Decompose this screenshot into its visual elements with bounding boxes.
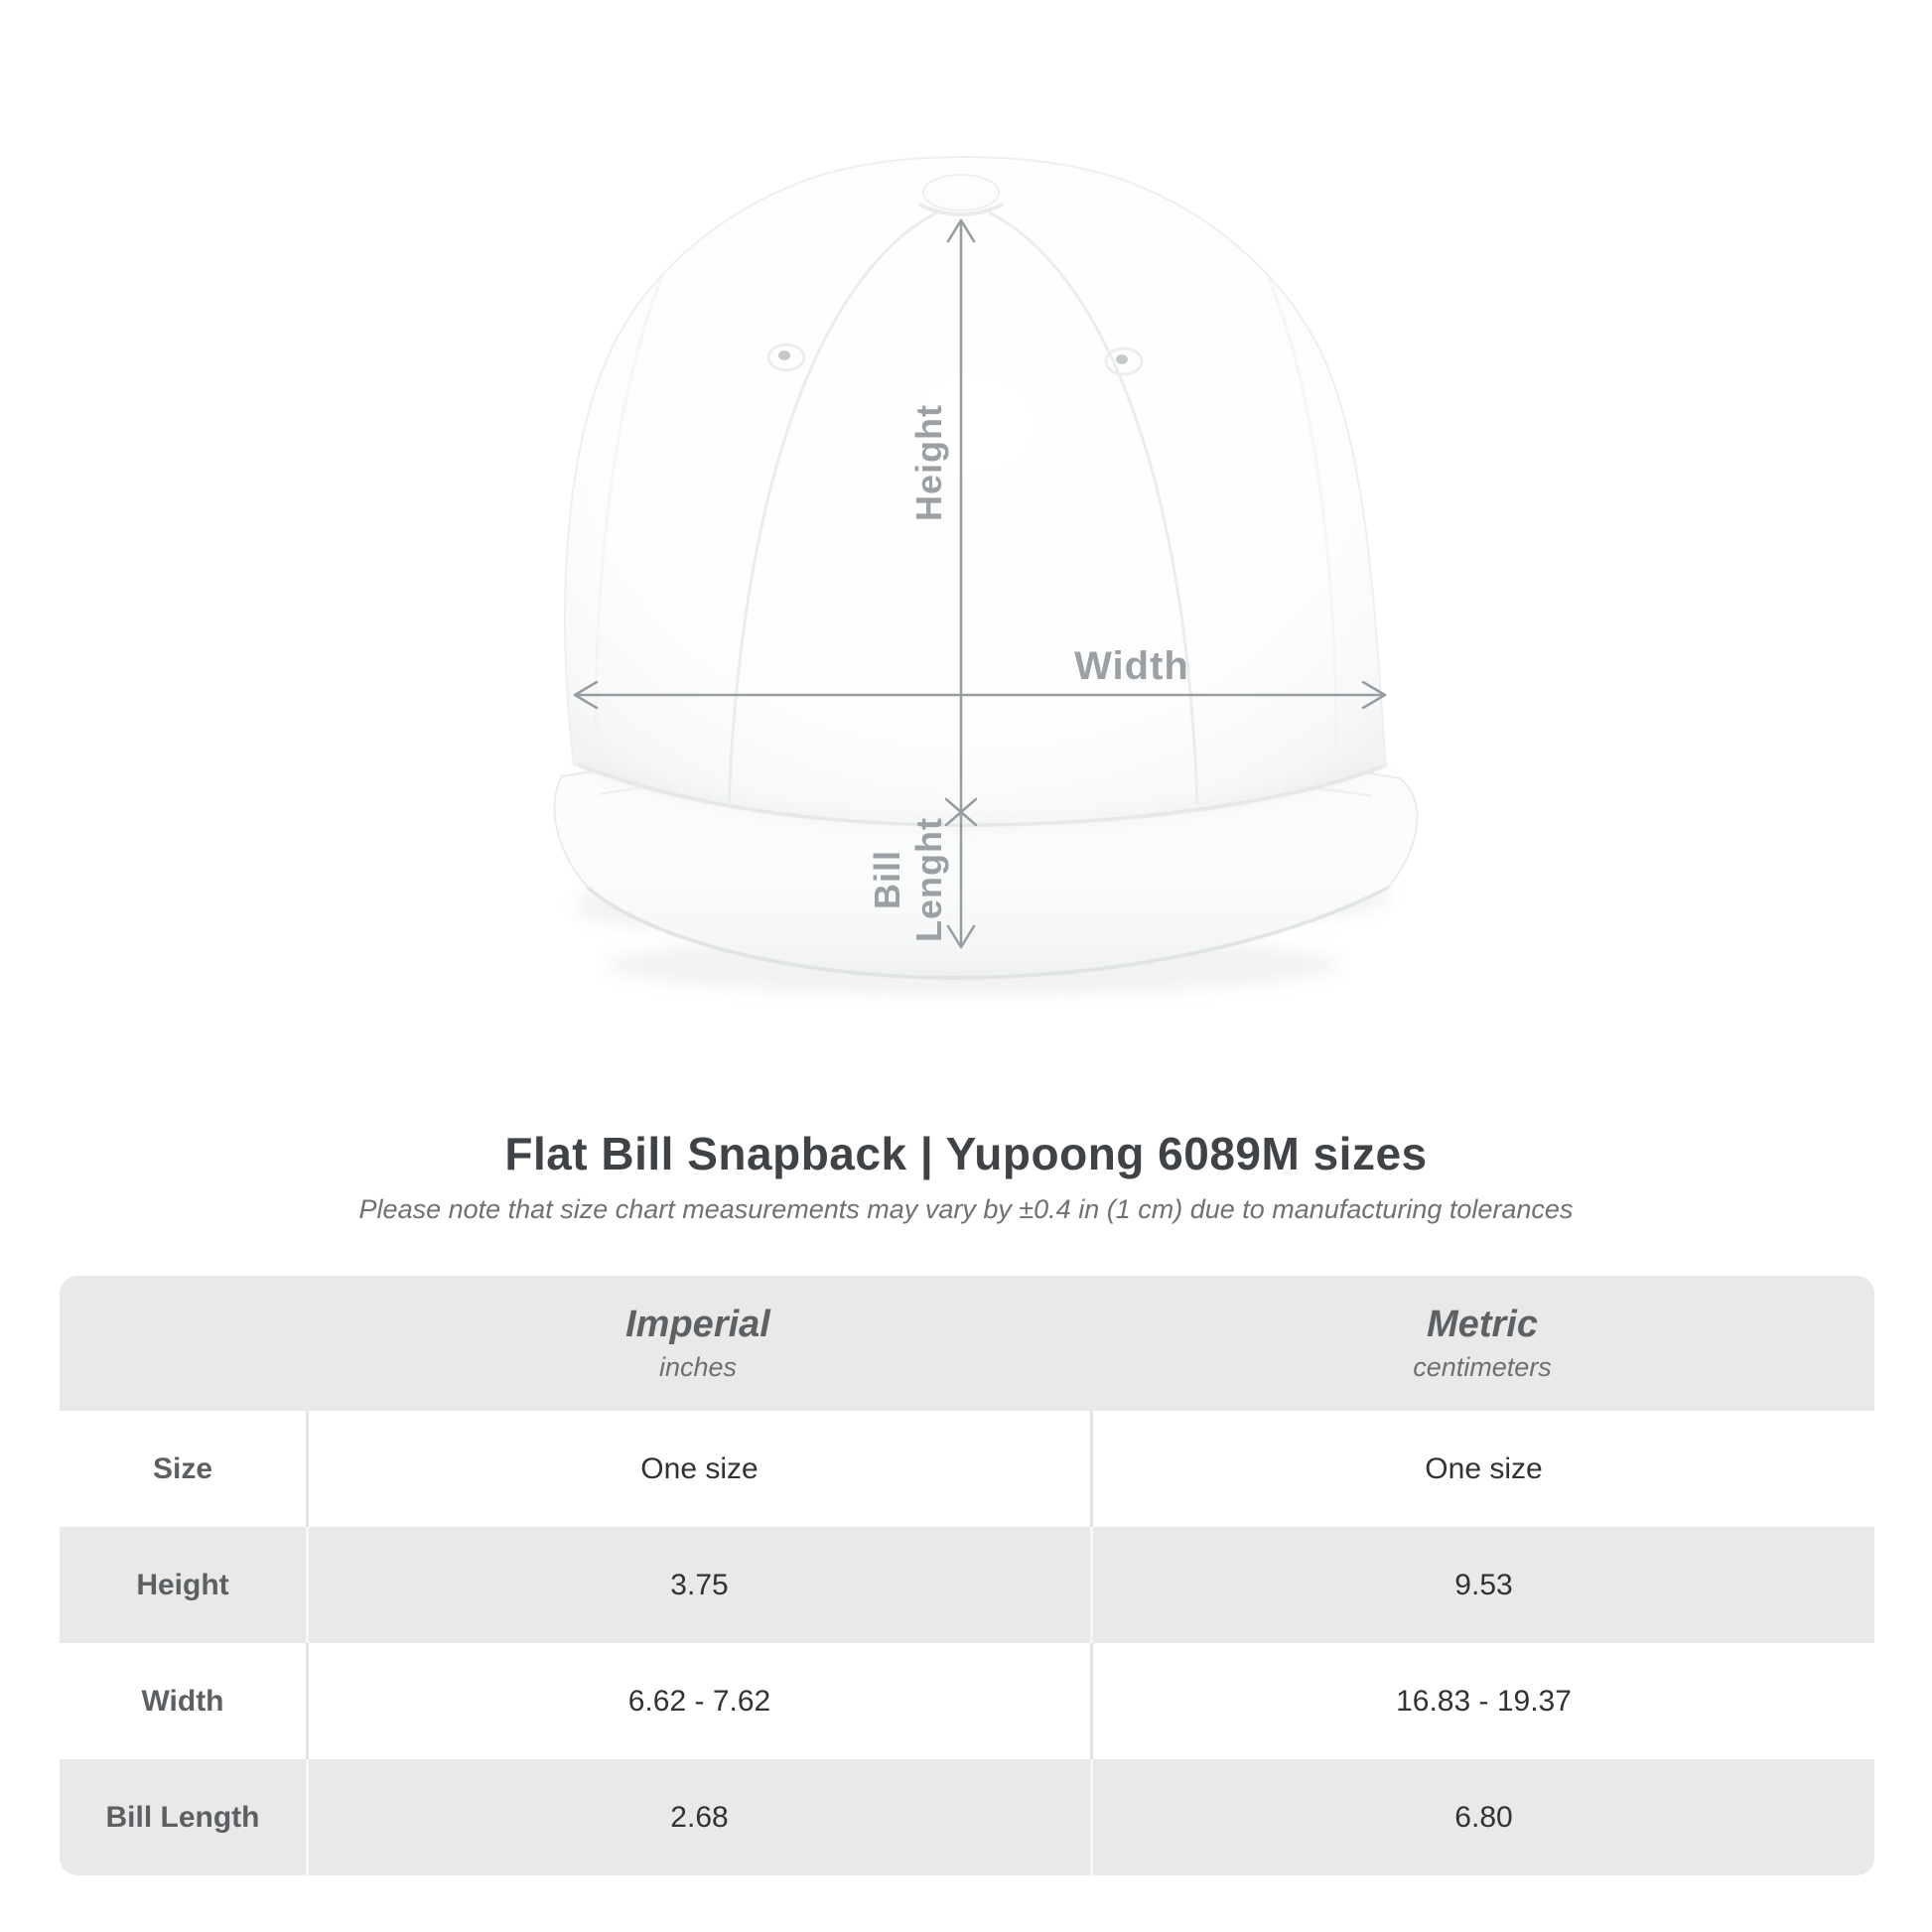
metric-value: One size bbox=[1090, 1411, 1874, 1527]
metric-value: 9.53 bbox=[1090, 1527, 1874, 1643]
header-metric bbox=[1090, 1276, 1874, 1411]
table-row-height bbox=[60, 1527, 1874, 1643]
height-label: Height bbox=[908, 404, 949, 521]
heading-block bbox=[0, 1128, 1932, 1225]
table-header bbox=[60, 1276, 1874, 1411]
header-spacer bbox=[60, 1276, 306, 1411]
imperial-unit: inches bbox=[658, 1352, 738, 1382]
row-label: Bill Length bbox=[105, 1800, 260, 1834]
width-label: Width bbox=[1074, 644, 1189, 688]
row-label: Height bbox=[136, 1568, 229, 1601]
metric-value: 6.80 bbox=[1090, 1759, 1874, 1875]
row-label: Size bbox=[152, 1451, 213, 1485]
imperial-value: One size bbox=[306, 1411, 1090, 1527]
header-imperial bbox=[306, 1276, 1090, 1411]
bill-length-label-line1: Bill bbox=[867, 849, 907, 910]
metric-unit: centimeters bbox=[1413, 1352, 1552, 1382]
table-row-width bbox=[60, 1643, 1874, 1759]
imperial-title: Imperial bbox=[625, 1304, 770, 1345]
size-table bbox=[60, 1276, 1874, 1875]
tolerance-note: Please note that size chart measurements may vary by ±0.4 in (1 cm) due to manufacturing tolerances bbox=[358, 1193, 1574, 1224]
imperial-value: 6.62 - 7.62 bbox=[306, 1643, 1090, 1759]
hat-crown bbox=[565, 157, 1386, 826]
table-row-bill-length bbox=[60, 1759, 1874, 1875]
bill-length-label-line2: Lenght bbox=[908, 817, 949, 942]
page-title: Flat Bill Snapback | Yupoong 6089M sizes bbox=[504, 1128, 1428, 1179]
table-row-size bbox=[60, 1411, 1874, 1527]
metric-title: Metric bbox=[1427, 1304, 1538, 1345]
hat-button bbox=[919, 175, 1003, 214]
imperial-value: 3.75 bbox=[306, 1527, 1090, 1643]
row-label: Width bbox=[141, 1684, 224, 1718]
imperial-value: 2.68 bbox=[306, 1759, 1090, 1875]
metric-value: 16.83 - 19.37 bbox=[1090, 1643, 1874, 1759]
